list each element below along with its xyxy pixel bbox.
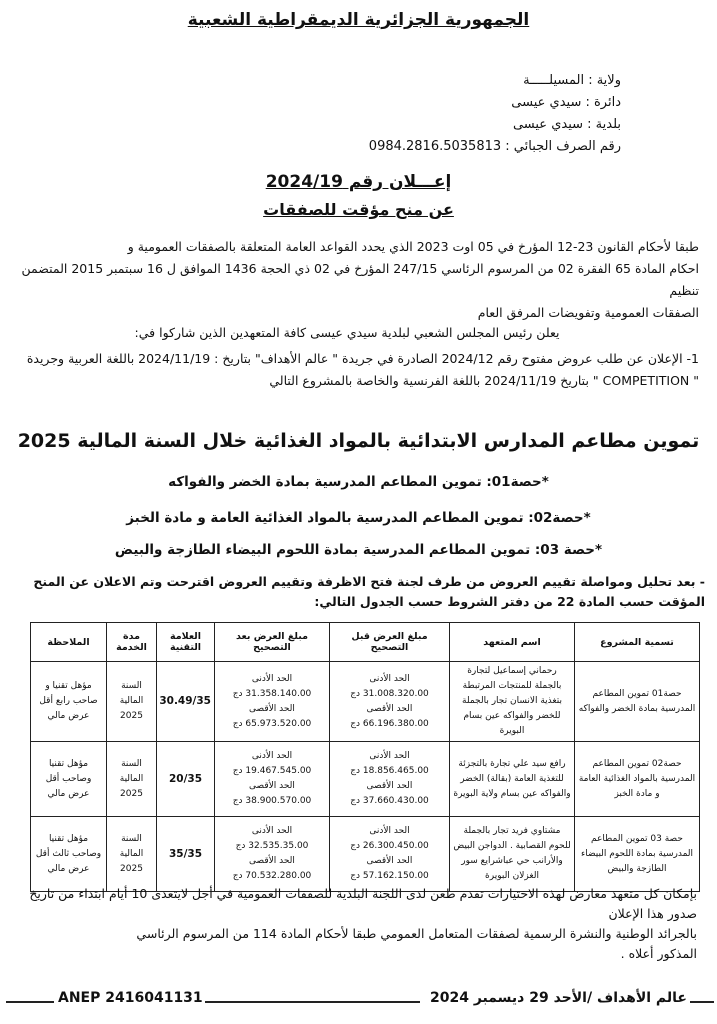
lot-3: *حصة 03: تموين المطاعم المدرسية بمادة اللحوم البيضاء الطازجة والبيض [114,542,603,558]
cell-note: مؤهل تقنيا وصاحب أقل عرض مالي [31,742,107,817]
max-amount: 66.196.380.00 دج [350,718,429,729]
cell-bidder: مشتاوي فريد تجار بالجملة للحوم القصابية . الدواجن البيض والأرانب حي عباشرايع سور الغزلان البويرة [450,817,575,892]
footer-rule [690,1001,714,1003]
tender-reference [19,348,699,392]
cell-project: حصة02 تموين المطاعم المدرسية بالمواد الغذائية العامة و مادة الخبز [575,742,700,817]
max-amount: 65.973.520.00 دج [232,718,312,729]
header-project: تسمية المشروع [575,623,700,662]
cell-before [330,817,450,892]
cell-note: مؤهل تقنيا وصاحب ثالث أقل عرض مالي [31,817,107,892]
cell-bidder: رافع سيد علي تجارة بالتجزئة للتغذية العامة (بقالة) الخضر والفواكه عين بسام ولاية البويرة [450,742,575,817]
header-after: مبلغ العرض بعد التصحيح [215,623,330,662]
max-label: الحد الأقصى [366,856,413,866]
min-amount: 32.535.35.00 دج [235,841,309,851]
appeal-line-2: بالجرائد الوطنية والنشرة الرسمية لصفقات المتعامل العمومي طبقا لأحكام المادة 114 من المرسوم الرئاسي [136,926,697,941]
cell-before [330,742,450,817]
min-label: الحد الأدنى [369,826,410,836]
legal-line-3: الصفقات العمومية وتفويضات المرفق العام [477,305,699,320]
min-label: الحد الأدنى [251,751,293,761]
daira-line: دائرة : سيدي عيسى [511,95,621,110]
admin-block [301,70,621,158]
journal-date: عالم الأهداف /الأحد 29 ديسمبر 2024 [430,990,687,1006]
baladia-line: بلدية : سيدي عيسى [512,117,621,132]
table-row [31,662,700,742]
cell-bidder: رحماني إسماعيل لتجارة بالجملة للمنتجات المرتبطة بتغذية الانسان تجار بالجملة للخضر والفواكه عين بسام البويرة [450,662,575,742]
cell-duration: السنة المالية 2025 [107,742,157,817]
cell-duration: السنة المالية 2025 [107,817,157,892]
appeal-line-1: بإمكان كل متعهد معارض لهذه الاختيارات تقدم طعن لدى اللجنة البلدية للصفقات العمومية في أجل لايتعدى 10 أيام ابتداء من تاريخ صدور هذا الإعلان [29,886,697,921]
max-label: الحد الأقصى [366,703,413,714]
header-bidder: اسم المتعهد [450,623,575,662]
max-label: الحد الأقصى [366,781,413,791]
cell-note: مؤهل تقنيا و صاحب رابع أقل عرض مالي [31,662,107,742]
min-amount: 31.358.140.00 دج [232,688,312,699]
tender-line-1: 1- الإعلان عن طلب عروض مفتوح رقم 2024/12 الصادرة في جريدة " عالم الأهداف" بتاريخ : 2024/11/19 باللغة العربية وجريدة [26,351,699,366]
account-line: رقم الصرف الجبائي : 0984.2816.5035813 [368,139,621,154]
min-amount: 26.300.450.00 دج [350,841,429,851]
cell-after [215,817,330,892]
min-label: الحد الأدنى [369,673,410,684]
footer-rule [205,1001,420,1003]
lot-1: *حصة01: تموين المطاعم المدرسية بمادة الخضر والفواكه [168,474,549,490]
announcement-title: إعـــلان رقم 2024/19 [265,172,452,192]
min-amount: 31.008.320.00 دج [350,688,429,699]
min-amount: 18.856.465.00 دج [350,766,429,776]
legal-basis-paragraph [19,236,699,324]
project-title: تموين مطاعم المدارس الابتدائية بالمواد الغذائية خلال السنة المالية 2025 [17,430,700,452]
results-table [30,622,700,892]
table-header-row [31,623,700,662]
cell-after [215,662,330,742]
anep-reference: ANEP 2416041131 [58,990,203,1006]
max-label: الحد الأقصى [249,856,295,866]
republic-heading: الجمهورية الجزائرية الديمقراطية الشعبية [187,10,530,30]
footer [0,984,717,1014]
max-amount: 38.900.570.00 دج [232,796,312,806]
max-label: الحد الأقصى [249,781,295,791]
min-label: الحد الأدنى [369,751,410,761]
intro-paragraph: يعلن رئيس المجلس الشعبي لبلدية سيدي عيسى كافة المتعهدين الذين شاركوا في: [134,325,560,340]
cell-after [215,742,330,817]
header-note: الملاحظة [31,623,107,662]
cell-duration: السنة المالية 2025 [107,662,157,742]
max-label: الحد الأقصى [249,703,295,714]
table-row [31,742,700,817]
header-before: مبلغ العرض قبل التصحيح [330,623,450,662]
table-row [31,817,700,892]
appeal-line-3: المذكور أعلاه . [620,946,697,961]
tender-line-2: " COMPETITION " بتاريخ 2024/11/19 باللغة الفرنسية والخاصة بالمشروع التالي [269,373,699,388]
min-label: الحد الأدنى [251,673,293,684]
max-amount: 57.162.150.00 دج [350,871,429,881]
footer-rule [6,1001,54,1003]
header-duration: مدة الخدمة [107,623,157,662]
min-amount: 19.467.545.00 دج [232,766,312,776]
cell-score: 30.49/35 [157,662,215,742]
max-amount: 37.660.430.00 دج [350,796,429,806]
announcement-subtitle: عن منح مؤقت للصفقات [263,200,454,219]
evaluation-paragraph: - بعد تحليل ومواصلة تقييم العروض من طرف لجنة فتح الاظرفة وتقييم العروض اقترحت وتم الاعلان عن المنح المؤقت حسب المادة 22 من دفتر الشروط حسب الجدول التالي: [33,574,705,609]
lot-2: *حصة02: تموين المطاعم المدرسية بالمواد الغذائية العامة و مادة الخبز [126,510,591,526]
legal-line-1: طبقا لأحكام القانون 23-12 المؤرخ في 05 اوت 2023 الذي يحدد القواعد العامة المتعلقة بالصفقات العمومية و [127,239,699,254]
appeal-paragraph [17,884,697,964]
cell-project: حصة 03 تموين المطاعم المدرسية بمادة اللحوم البيضاء الطازجة والبيض [575,817,700,892]
header-score: العلامة التقنية [157,623,215,662]
cell-score: 20/35 [157,742,215,817]
cell-before [330,662,450,742]
legal-line-2: احكام المادة 65 الفقرة 02 من المرسوم الرئاسي 247/15 المؤرخ في 02 ذي الحجة 1436 الموافق ل 16 سبتمبر 2015 المتضمن تنظيم [21,261,699,298]
cell-score: 35/35 [157,817,215,892]
min-label: الحد الأدنى [251,826,293,836]
cell-project: حصة01 تموين المطاعم المدرسية بمادة الخضر والفواكه [575,662,700,742]
wilaya-line: ولاية : المسيلـــــة [523,73,621,88]
max-amount: 70.532.280.00 دج [232,871,312,881]
